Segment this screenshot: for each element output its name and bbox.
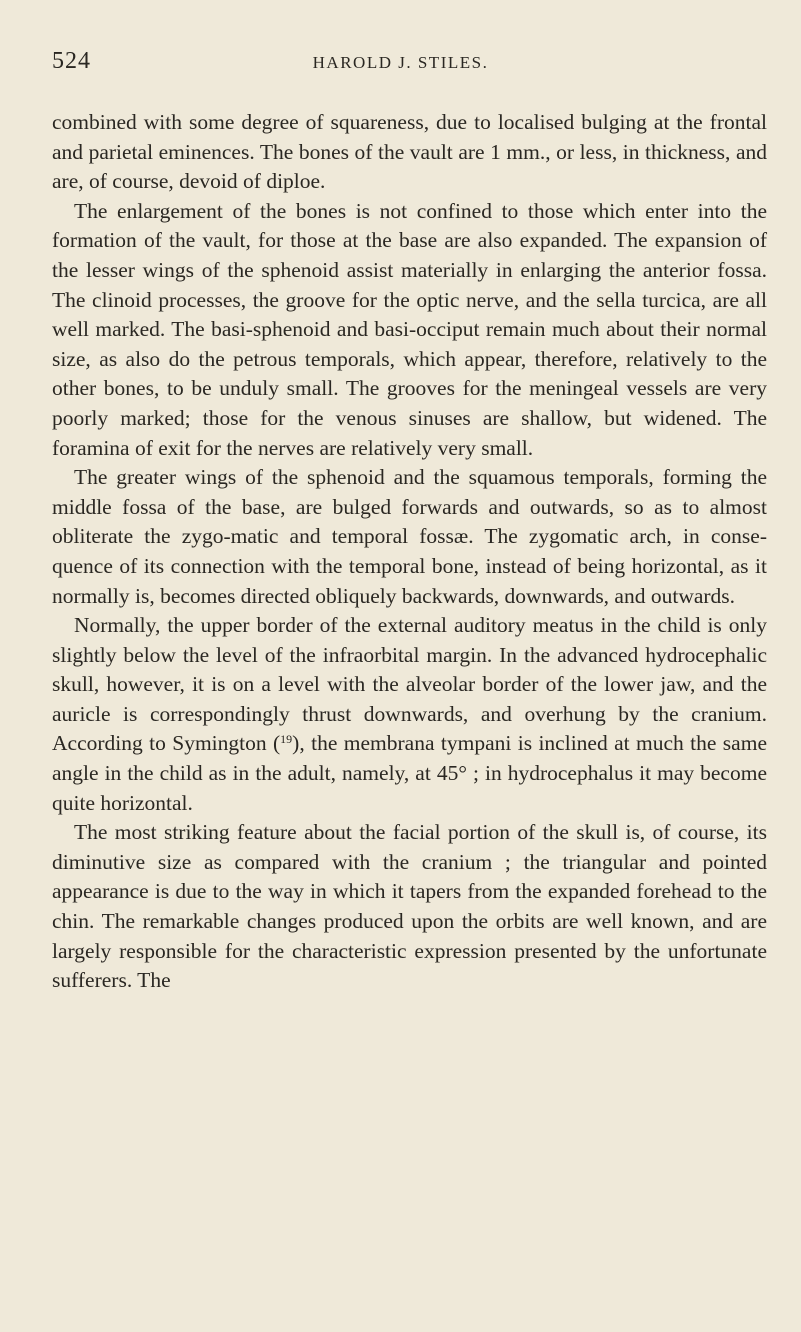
paragraph-4-text-after: ), the membrana tympani is inclined at much the same angle in the child as in the adult, namely, at 45° ; in hydrocephalus it may become quite horizontal.: [52, 731, 767, 815]
paragraph-4-text-before: Normally, the upper border of the external auditory meatus in the child is only slightly below the level of the infraorbital margin. In the advanced hydrocephalic skull, however, it is on a level with the alveolar border of the lower jaw, and the auricle is correspondingly thrust downwards, and overhung by the cranium. According to Symington (: [52, 613, 767, 756]
paragraph-4: [52, 611, 767, 818]
page-number: 524: [52, 48, 91, 74]
page-header: [0, 44, 801, 84]
paragraph-3: The greater wings of the sphenoid and the squamous temporals, forming the middle fossa of the base, are bulged forwards and outwards, so as to almost obliterate the zygo-matic and temporal fossæ. The zygomatic arch, in conse-quence of its connection with the temporal bone, instead of being horizontal, as it normally is, becomes directed obliquely backwards, downwards, and outwards.: [52, 465, 767, 608]
body-text: [52, 108, 767, 996]
reference-superscript: 19: [280, 732, 293, 747]
paragraph-1: combined with some degree of squareness, due to localised bulging at the frontal and parietal eminences. The bones of the vault are 1 mm., or less, in thickness, and are, of course, devoid of diploe.: [52, 110, 767, 194]
paragraph-5: The most striking feature about the facial portion of the skull is, of course, its diminutive size as compared with the cranium ; the triangular and pointed appearance is due to the way in which it tapers from the expanded forehead to the chin. The remarkable changes produced upon the orbits are well known, and are largely responsible for the characteristic expression presented by the unfortunate sufferers. The: [52, 820, 767, 993]
running-head: HAROLD J. STILES.: [312, 53, 489, 72]
paragraph-2: The enlargement of the bones is not confined to those which enter into the formation of the vault, for those at the base are also expanded. The expansion of the lesser wings of the sphenoid assist materially in enlarging the anterior fossa. The clinoid processes, the groove for the optic nerve, and the sella turcica, are all well marked. The basi-sphenoid and basi-occiput remain much about their normal size, as also do the petrous temporals, which appear, therefore, relatively to the other bones, to be unduly small. The grooves for the meningeal vessels are very poorly marked; those for the venous sinuses are shallow, but widened. The foramina of exit for the nerves are relatively very small.: [52, 198, 767, 460]
